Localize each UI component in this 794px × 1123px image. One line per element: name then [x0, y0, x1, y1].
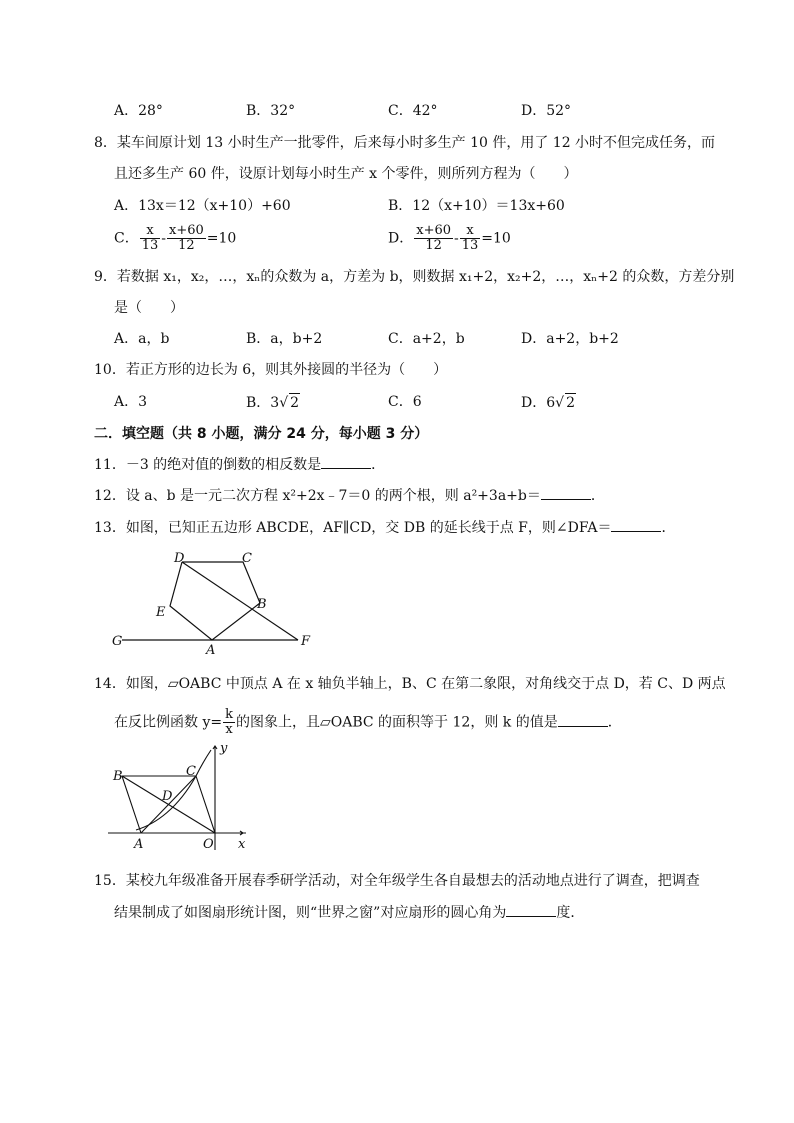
q7-option-d: D．52°	[521, 103, 572, 119]
q10-d-coef: D．6	[521, 395, 556, 411]
q7-option-a: A．28°	[114, 103, 163, 119]
q9-option-d: D．a+2，b+2	[521, 331, 619, 347]
q12-end: ．	[590, 488, 605, 504]
line-df	[182, 562, 298, 640]
q8-stem-line1: 8．某车间原计划 13 小时生产一批零件，后来每小时多生产 10 件，用了 12 小时不但完成任务，而	[94, 135, 716, 151]
q15-text: 结果制成了如图扇形统计图，则“世界之窗”对应扇形的圆心角为	[114, 905, 507, 921]
q8-c-minus: -	[161, 230, 166, 247]
label-o: O	[203, 837, 214, 852]
q9-option-a: A．a，b	[114, 331, 170, 347]
q10-option-a: A．3	[114, 394, 148, 410]
q8-d-den1: 12	[425, 238, 442, 253]
label-a: A	[134, 837, 144, 852]
q10-option-d: D．6√ 2	[521, 395, 575, 411]
q8-c-den1: 13	[141, 238, 159, 253]
q8-d-frac1	[414, 224, 453, 253]
label-d: D	[174, 551, 185, 566]
label-c: C	[242, 551, 252, 566]
label-b: B	[257, 597, 267, 612]
q15-stem-line2	[114, 904, 584, 922]
q13-text: 13．如图，已知正五边形 ABCDE，AF∥CD，交 DB 的延长线于点 F，则∠DFA＝	[94, 520, 612, 536]
q9-stem-line1: 9．若数据 x₁，x₂，…，xₙ的众数为 a，方差为 b，则数据 x₁+2，x₂+2，…，xₙ+2 的众数，方差分别	[94, 269, 735, 285]
q8-c-prefix: C．	[114, 230, 139, 247]
pentagon-outline	[170, 562, 260, 640]
label-y: y	[220, 742, 228, 756]
q15-stem-line1: 15．某校九年级准备开展春季研学活动，对全年级学生各自最想去的活动地点进行了调查，把调查	[94, 873, 700, 889]
parallelogram-figure	[108, 742, 253, 854]
q8-option-a: A．13x＝12（x+10）+60	[114, 198, 291, 214]
q14-fraction	[223, 708, 235, 737]
q14-frac-den: x	[225, 722, 233, 737]
q8-c-num1: x	[140, 224, 161, 239]
q12	[94, 487, 605, 505]
hyperbola-curve	[136, 750, 211, 830]
q9-stem-line2: 是（ ）	[114, 300, 184, 316]
q10-option-b: B．3√ 2	[246, 395, 300, 411]
label-d: D	[162, 789, 173, 804]
label-e: E	[156, 605, 166, 620]
q8-option-c	[114, 224, 236, 253]
section-heading: 二．填空题（共 8 小题，满分 24 分，每小题 3 分）	[94, 426, 429, 442]
pentagon-figure	[108, 548, 323, 658]
q10-stem: 10．若正方形的边长为 6，则其外接圆的半径为（ ）	[94, 362, 448, 378]
q13-blank	[611, 519, 661, 532]
q10-option-c: C．6	[388, 394, 422, 410]
label-a: A	[206, 643, 216, 658]
q8-c-num2: x+60	[169, 223, 204, 238]
q14-blank	[558, 714, 608, 727]
q8-option-b: B．12（x+10）＝13x+60	[388, 198, 565, 214]
q11-blank	[321, 456, 371, 469]
q10-d-radicand: 2	[566, 395, 575, 411]
q14-stem-line2	[114, 708, 622, 737]
q8-d-num1: x+60	[416, 223, 452, 238]
q13	[94, 519, 675, 537]
q11	[94, 456, 385, 474]
q14-text-pre: 在反比例函数 y=	[114, 714, 223, 731]
q8-d-minus: -	[454, 230, 459, 247]
q8-c-frac2	[167, 224, 206, 253]
q14-frac-num: k	[225, 707, 233, 722]
q8-d-den2: 13	[461, 238, 479, 253]
q12-text: 12．设 a、b 是一元二次方程 x²+2x﹣7＝0 的两个根，则 a²+3a+b＝	[94, 488, 541, 504]
q13-end: ．	[661, 520, 676, 536]
q8-d-frac2	[460, 224, 481, 253]
q10-b-radicand: 2	[290, 395, 300, 411]
q11-end: ．	[371, 457, 386, 473]
q8-d-num2: x	[460, 224, 481, 239]
q14-stem-line1: 14．如图，▱OABC 中顶点 A 在 x 轴负半轴上，B、C 在第二象限，对角线交于点 D，若 C、D 两点	[94, 676, 726, 692]
q9-option-c: C．a+2，b	[388, 331, 465, 347]
q8-option-d	[388, 224, 511, 253]
q11-text: 11．－3 的绝对值的倒数的相反数是	[94, 457, 322, 473]
q8-stem-line2: 且还多生产 60 件，设原计划每小时生产 x 个零件，则所列方程为（ ）	[114, 166, 578, 182]
q8-d-prefix: D．	[388, 230, 414, 247]
q7-option-c: C．42°	[388, 103, 438, 119]
label-x: x	[238, 837, 246, 852]
q14-text-post: 的图象上，且▱OABC 的面积等于 12，则 k 的值是	[235, 714, 558, 731]
q15-blank	[506, 904, 556, 917]
q14-end: ．	[607, 714, 622, 731]
q7-option-b: B．32°	[246, 103, 296, 119]
q12-blank	[541, 487, 591, 500]
q8-c-den2: 12	[178, 238, 195, 253]
label-g: G	[112, 634, 123, 649]
q8-d-tail: =10	[481, 230, 511, 247]
q15-end: 度．	[556, 905, 585, 921]
q8-c-tail: =10	[206, 230, 237, 247]
label-f: F	[301, 634, 311, 649]
label-c: C	[186, 764, 196, 779]
q8-c-frac1	[140, 224, 161, 253]
q9-option-b: B．a，b+2	[246, 331, 323, 347]
q10-b-coef: B．3	[246, 395, 280, 411]
label-b: B	[113, 769, 123, 784]
